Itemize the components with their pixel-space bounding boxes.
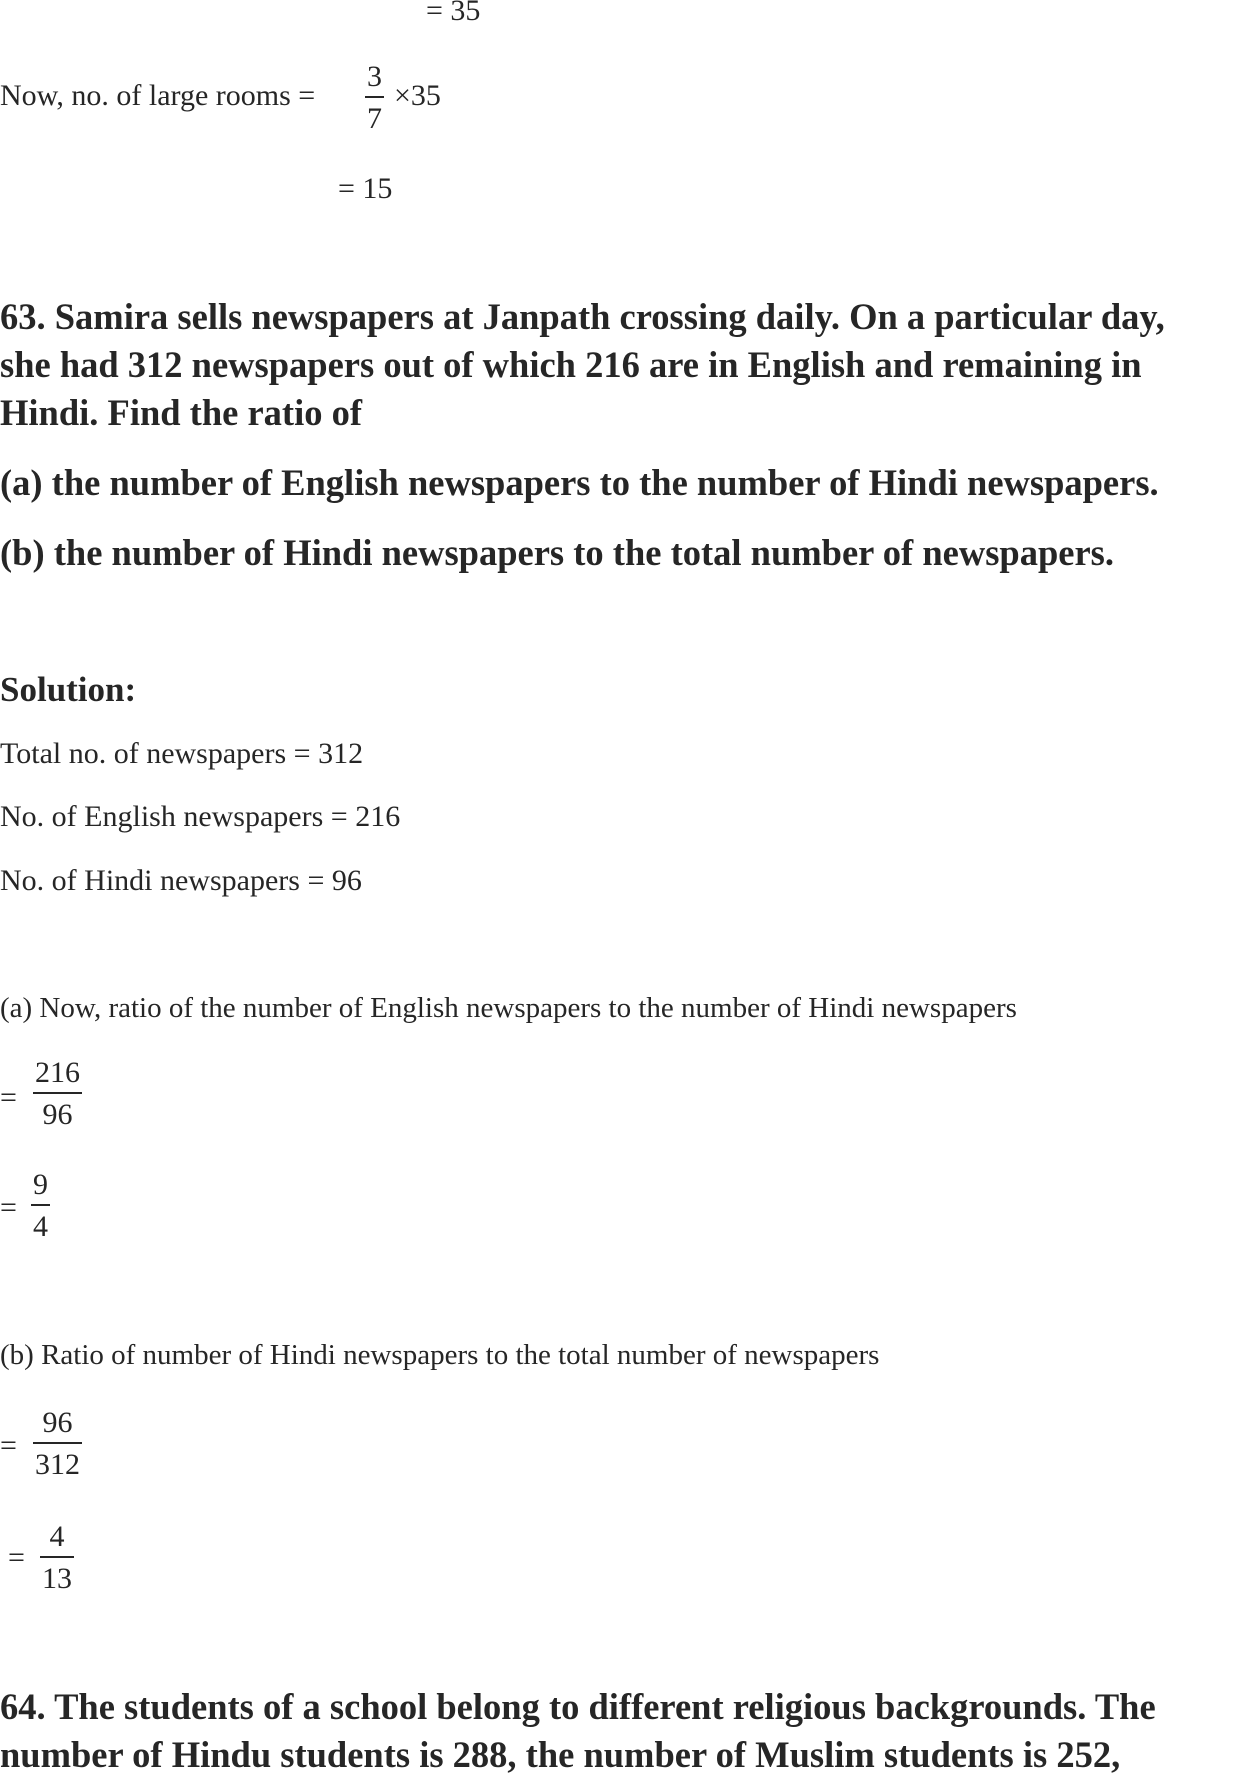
equals-sign: = (0, 1429, 17, 1462)
question-line: Hindi. Find the ratio of (0, 392, 362, 433)
solution-heading: Solution: (0, 670, 137, 709)
given-hindi: No. of Hindi newspapers = 96 (0, 864, 362, 897)
numerator: 4 (49, 1520, 65, 1553)
fraction-bar (31, 1204, 50, 1206)
denominator: 7 (367, 102, 382, 135)
denominator: 13 (42, 1562, 72, 1595)
part-b-statement: (b) Ratio of number of Hindi newspapers to the total number of newspapers (0, 1339, 880, 1371)
fraction-4-over-13 (40, 1522, 74, 1594)
numerator: 3 (367, 60, 382, 93)
given-english: No. of English newspapers = 216 (0, 800, 401, 833)
part-a-statement: (a) Now, ratio of the number of English newspapers to the number of Hindi newspapers (0, 992, 1017, 1024)
fraction-bar (33, 1092, 82, 1094)
denominator: 312 (35, 1448, 80, 1481)
fraction-bar (33, 1442, 82, 1444)
fraction-bar (40, 1556, 74, 1558)
question-line: number of Hindu students is 288, the number of Muslim students is 252, (0, 1734, 1121, 1775)
denominator: 96 (42, 1098, 73, 1131)
fraction-3-over-7 (365, 62, 384, 134)
denominator: 4 (33, 1210, 48, 1243)
numerator: 9 (33, 1168, 48, 1201)
fraction-9-over-4 (31, 1170, 50, 1242)
given-total: Total no. of newspapers = 312 (0, 737, 364, 770)
equals-sign: = (8, 1541, 25, 1574)
numerator: 96 (42, 1406, 73, 1439)
question-line: she had 312 newspapers out of which 216 are in English and remaining in (0, 344, 1142, 385)
numerator: 216 (35, 1056, 80, 1089)
question-part-a: (a) the number of English newspapers to the number of Hindi newspapers. (0, 462, 1159, 503)
equals-sign: = (0, 1081, 17, 1114)
equals-15: = 15 (338, 172, 393, 205)
large-rooms-label: Now, no. of large rooms = (0, 79, 316, 112)
fraction-96-over-312 (33, 1408, 82, 1480)
fraction-216-over-96 (33, 1058, 82, 1130)
equals-35: = 35 (426, 0, 481, 27)
question-line: 64. The students of a school belong to different religious backgrounds. The (0, 1686, 1156, 1727)
fraction-bar (365, 96, 384, 98)
equals-sign: = (0, 1191, 17, 1224)
question-part-b: (b) the number of Hindi newspapers to the total number of newspapers. (0, 532, 1114, 573)
times-35: ×35 (394, 79, 441, 112)
question-line: 63. Samira sells newspapers at Janpath crossing daily. On a particular day, (0, 296, 1165, 337)
